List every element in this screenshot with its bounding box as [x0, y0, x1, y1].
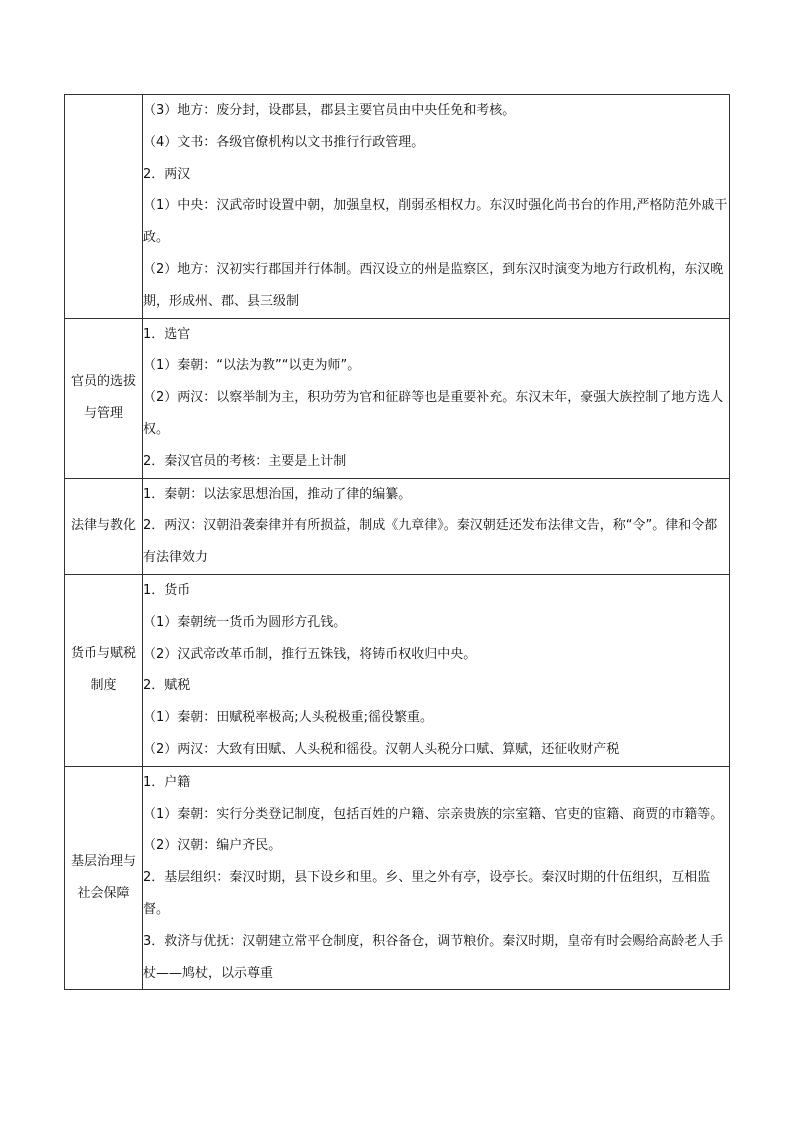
- content-line: 3．救济与优抚：汉朝建立常平仓制度，积谷备仓，调节粮价。秦汉时期，皇帝有时会赐给高龄老人手杖——鸠杖，以示尊重: [143, 933, 724, 981]
- row-label: 货币与赋税制度: [70, 646, 136, 694]
- content-line: 1．选官: [143, 326, 191, 342]
- content-line: 2．秦汉官员的考核：主要是上计制: [143, 453, 347, 469]
- row-content-cell: [143, 95, 730, 319]
- content-line: （1）秦朝：田赋税率极高;人头税极重;徭役繁重。: [143, 710, 434, 726]
- row-content-cell: [143, 574, 730, 766]
- content-line: 1．货币: [143, 582, 191, 598]
- content-line: （3）地方：废分封，设郡县，郡县主要官员由中央任免和考核。: [143, 103, 516, 118]
- row-label: 官员的选拔与管理: [70, 374, 136, 422]
- content-line: （2）汉朝：编户齐民。: [143, 838, 282, 854]
- row-label-cell: [65, 478, 143, 574]
- row-label: 法律与教化: [70, 518, 136, 534]
- row-label-cell: [65, 95, 143, 319]
- content-line: 2．基层组织：秦汉时期，县下设乡和里。乡、里之外有亭，设亭长。秦汉时期的什伍组织，互相监督。: [143, 870, 711, 917]
- content-line: （1）秦朝统一货币为圆形方孔钱。: [143, 614, 347, 630]
- content-line: （1）中央：汉武帝时设置中朝，加强皇权，削弱丞相权力。东汉时强化尚书台的作用,严格防范外戚干政。: [143, 198, 728, 246]
- content-line: 1．秦朝：以法家思想治国，推动了律的编纂。: [143, 486, 412, 502]
- content-line: 2．赋税: [143, 678, 191, 694]
- content-line: 1．户籍: [143, 774, 191, 790]
- content-line: 2．两汉：汉朝沿袭秦律并有所损益，制成《九章律》。秦汉朝廷还发布法律文告，称“令”。律和令都有法律效力: [143, 518, 718, 566]
- table-row: [65, 574, 730, 766]
- row-label-cell: [65, 766, 143, 990]
- content-line: （2）两汉：大致有田赋、人头税和徭役。汉朝人头税分口赋、算赋，还征收财产税: [143, 741, 620, 757]
- content-line: （1）秦朝：“以法为教”“以吏为师”。: [143, 358, 361, 374]
- row-content-cell: [143, 478, 730, 574]
- row-content-cell: [143, 318, 730, 478]
- outline-table: [64, 94, 730, 990]
- content-line: （2）地方：汉初实行郡国并行体制。西汉设立的州是监察区，到东汉时演变为地方行政机构，东汉晚期，形成州、郡、县三级制: [143, 261, 724, 309]
- content-line: （4）文书：各级官僚机构以文书推行行政管理。: [143, 134, 425, 150]
- table-row: [65, 95, 730, 319]
- table-row: [65, 318, 730, 478]
- content-line: 2．两汉: [143, 166, 191, 182]
- row-label-cell: [65, 318, 143, 478]
- table-row: [65, 766, 730, 990]
- content-line: （1）秦朝：实行分类登记制度，包括百姓的户籍、宗亲贵族的宗室籍、官吏的宦籍、商贾的市籍等。: [143, 806, 724, 822]
- row-label: 基层治理与社会保障: [70, 854, 136, 902]
- content-line: （2）两汉：以察举制为主，积功劳为官和征辟等也是重要补充。东汉末年，豪强大族控制了地方选人权。: [143, 390, 724, 437]
- row-label-cell: [65, 574, 143, 766]
- content-line: （2）汉武帝改革币制，推行五铢钱，将铸币权收归中央。: [143, 646, 477, 662]
- row-content-cell: [143, 766, 730, 990]
- table-row: [65, 478, 730, 574]
- document-page: [64, 94, 730, 990]
